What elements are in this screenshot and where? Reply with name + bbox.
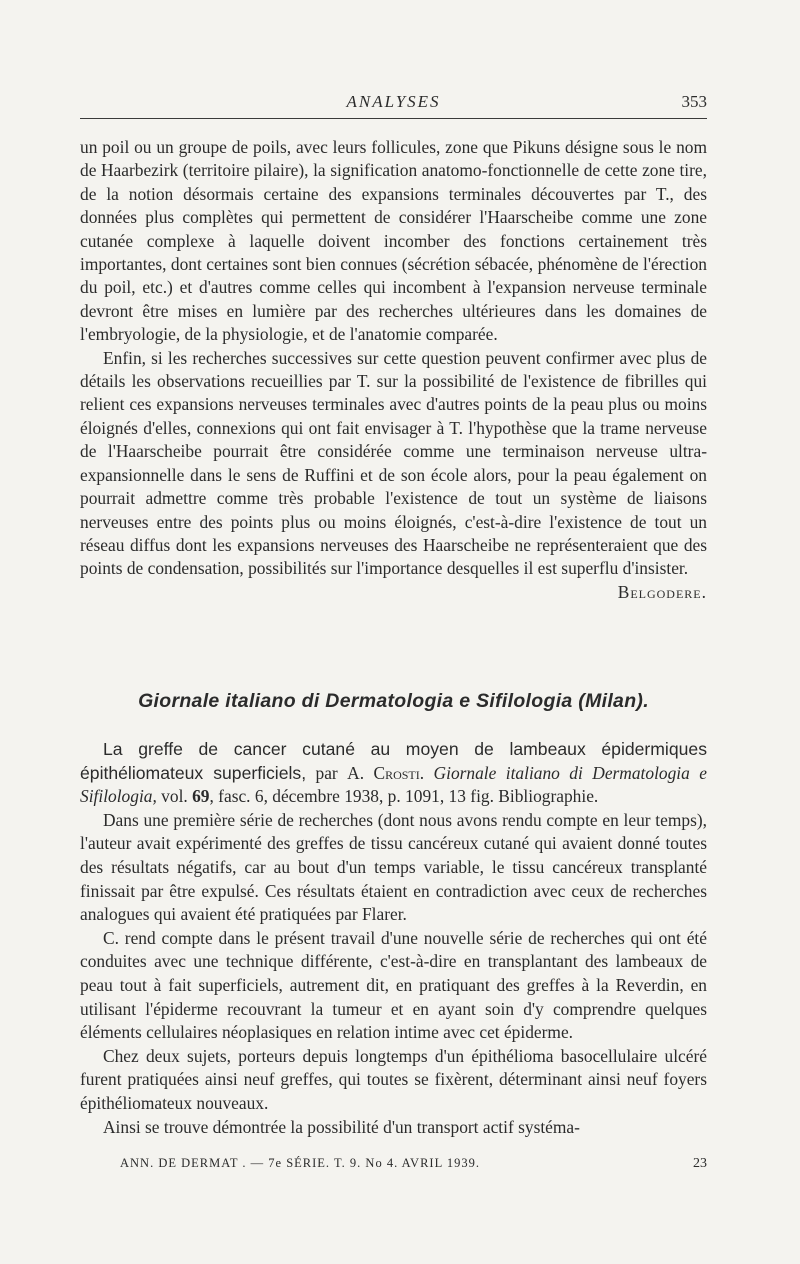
review-signature: Belgodere. bbox=[617, 581, 707, 602]
running-title: ANALYSES bbox=[346, 92, 441, 111]
page-footer bbox=[120, 1156, 707, 1178]
footer-signature-mark: 23 bbox=[693, 1156, 707, 1171]
continued-review-text bbox=[80, 136, 707, 604]
footer-journal-info: ANN. DE DERMAT . — 7e SÉRIE. T. 9. No 4. AVRIL 1939. bbox=[120, 1156, 480, 1170]
review-paragraph-3: Chez deux sujets, porteurs depuis longtemps d'un épithélioma basocellulaire ulcéré furent pratiquées ainsi neuf greffes, qui toutes se fixèrent, déterminant ainsi neuf foyers épithéliomateux nouveaux. bbox=[80, 1045, 707, 1113]
article-citation bbox=[80, 738, 707, 809]
review-paragraph-4: Ainsi se trouve démontrée la possibilité d'un transport actif systéma- bbox=[103, 1116, 580, 1137]
article-title: La greffe de cancer cutané au moyen de lambeaux épidermiques épithéliomateux superficiels, bbox=[80, 739, 707, 783]
citation-vol-prefix: vol. bbox=[156, 786, 193, 807]
review-paragraph-2: C. rend compte dans le présent travail d'une nouvelle série de recherches qui ont été conduites avec une technique différente, c'est-à-dire en transplantant des lambeaux de peau tout à fait superficiels, autrement dit, en pratiquant des greffes à la Reverdin, en utilisant l'épiderme recouvrant la tumeur et en ayant soin d'y comprendre quelques éléments cellulaires néoplasiques en relation intime avec cet épiderme. bbox=[80, 927, 707, 1043]
citation-by: par bbox=[306, 762, 348, 783]
article-review bbox=[80, 738, 707, 1139]
citation-volume: 69 bbox=[192, 786, 210, 807]
page-header bbox=[80, 88, 707, 118]
journal-name: Giornale italiano di Dermatologia e Sifilologia, bbox=[80, 762, 707, 807]
header-rule bbox=[80, 118, 707, 119]
citation-details: , fasc. 6, décembre 1938, p. 1091, 13 fig. Bibliographie. bbox=[209, 786, 599, 807]
page-number: 353 bbox=[681, 92, 707, 111]
review-paragraph-1: Dans une première série de recherches (dont nous avons rendu compte en leur temps), l'auteur avait expérimenté des greffes de tissu cancéreux cutané qui avaient donné toutes des résultats négatifs, car au bout d'un temps variable, le tissu cancéreux transplanté finissait par être expulsé. Ces résultats étaient en contradiction avec ceux de recherches analogues qui avaient été pratiquées par Flarer. bbox=[80, 809, 707, 925]
body-paragraph-1: un poil ou un groupe de poils, avec leurs follicules, zone que Pikuns désigne sous le nom de Haarbezirk (territoire pilaire), la signification anatomo-fonctionnelle de cette zone tire, de la notion désormais certaine des expansions terminales découvertes par T., des données plus complètes qui permettent de considérer l'Haarscheibe comme une zone cutanée complexe à laquelle doivent incomber des fonctions certainement très importantes, dont certaines sont bien connues (sécrétion sébacée, phénomène de l'érection du poil, etc.) et d'autres comme celles qui incombent à l'expansion nerveuse terminale devront être mises en lumière par des recherches ultérieures dans les domaines de l'embryologie, de la physiologie, et de l'anatomie comparée. bbox=[80, 137, 707, 345]
article-author: A. Crosti. bbox=[347, 762, 425, 783]
journal-heading: Giornale italiano di Dermatologia e Sifilologia (Milan). bbox=[138, 690, 649, 712]
body-paragraph-2: Enfin, si les recherches successives sur cette question peuvent confirmer avec plus de détails les observations recueillies par T. sur la possibilité de l'existence de fibrilles qui relient ces expansions nerveuses terminales avec d'autres points de la peau plus ou moins éloignés d'elles, connexions qui ont fait envisager à T. l'hypothèse que la trame nerveuse de l'Haarscheibe pourrait être considérée comme une terminaison nerveuse ultra-expansionnelle dans le sens de Ruffini et de son école alors, pour la peau également on pourrait admettre comme très probable l'existence de tout un système de liaisons nerveuses entre des points plus ou moins éloignés, c'est-à-dire l'existence de tout un réseau diffus dont les expansions nerveuses des Haarscheibe ne représenteraient que des points de condensation, possibilités sur l'importance desquelles il est superflu d'insister. bbox=[80, 347, 707, 579]
